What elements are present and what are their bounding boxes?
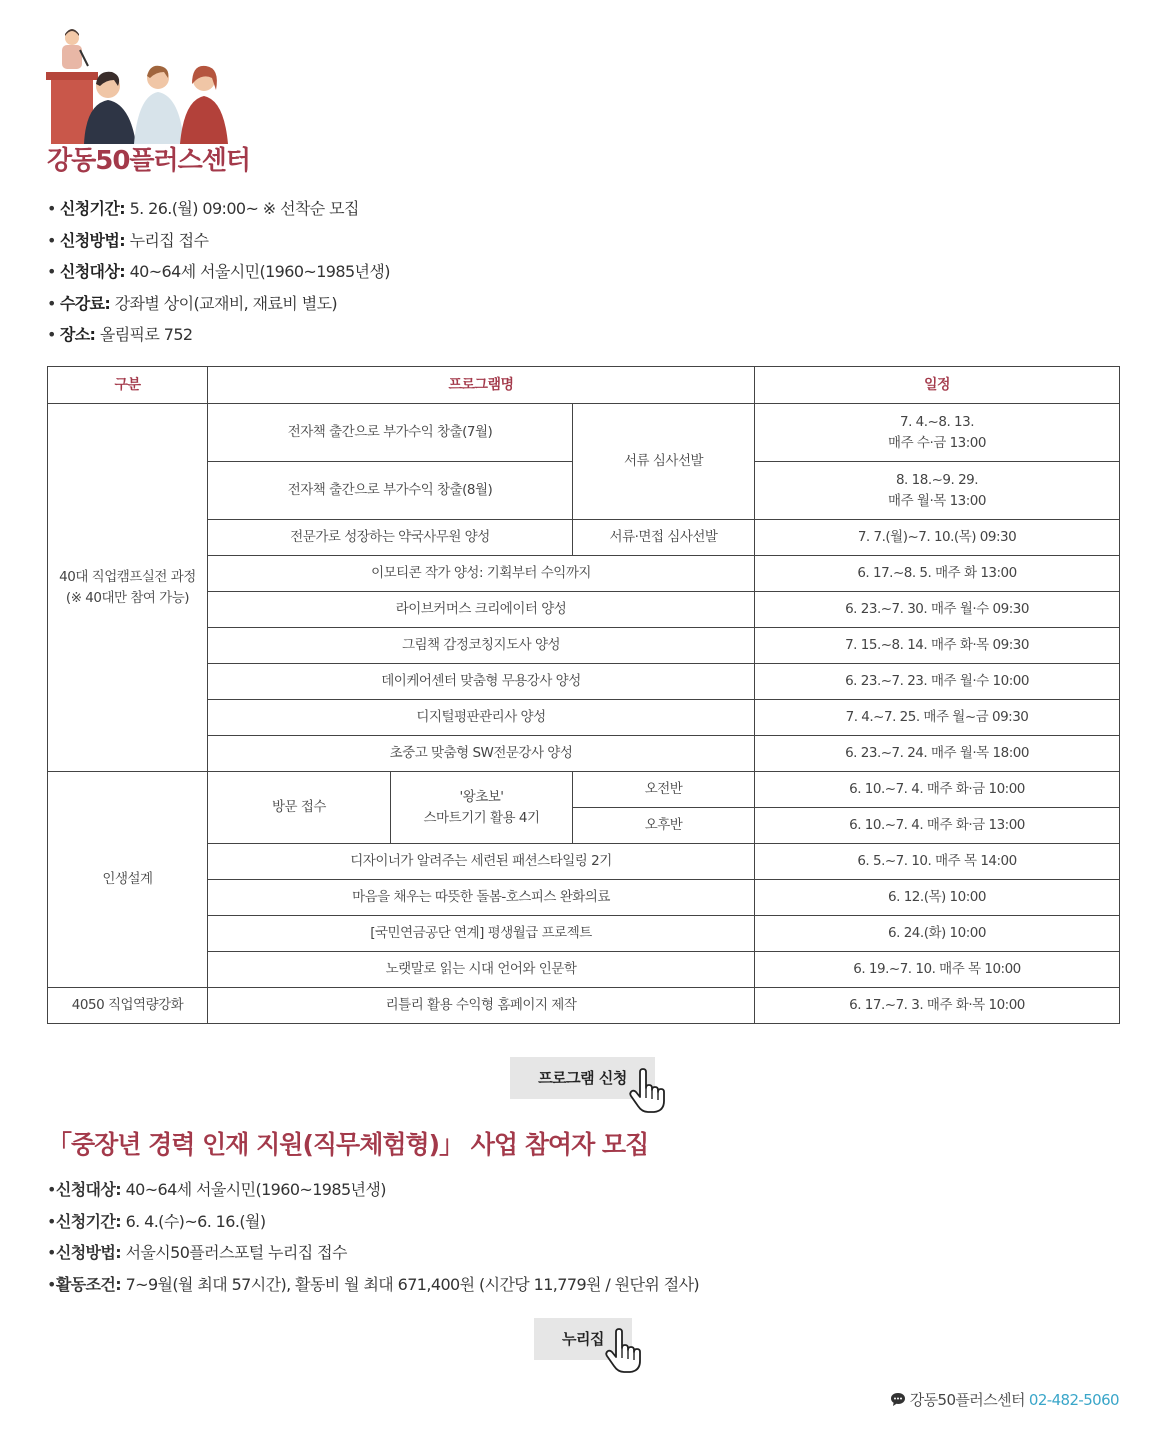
program-cell: 전문가로 성장하는 약국사무원 양성 [208, 520, 573, 556]
table-row [48, 880, 1120, 916]
table-row [48, 664, 1120, 700]
session-cell: 오전반 [573, 772, 755, 808]
info-item: • 신청대상: 40~64세 서울시민(1960~1985년생) [47, 262, 390, 281]
schedule-cell: 6. 23.~7. 24. 매주 월·목 18:00 [755, 736, 1120, 772]
program-apply-button[interactable]: 프로그램 신청 [510, 1057, 655, 1099]
program-cell: 디자이너가 알려주는 세련된 패션스타일링 2기 [208, 844, 755, 880]
visit-cell: 방문 접수 [208, 772, 391, 844]
program-cell: 초중고 맞춤형 SW전문강사 양성 [208, 736, 755, 772]
info-item: • 신청기간: 5. 26.(월) 09:00~ ※ 선착순 모집 [47, 199, 359, 218]
program-cell: 전자책 출간으로 부가수익 창출(7월) [208, 404, 573, 462]
program-cell: 데이케어센터 맞춤형 무용강사 양성 [208, 664, 755, 700]
schedule-cell: 6. 5.~7. 10. 매주 목 14:00 [755, 844, 1120, 880]
table-row [48, 772, 1120, 808]
schedule-cell: 8. 18.~9. 29. 매주 월·목 13:00 [755, 462, 1120, 520]
program-cell: 라이브커머스 크리에이터 양성 [208, 592, 755, 628]
footer-phone[interactable]: 02-482-5060 [1028, 1390, 1119, 1409]
schedule-cell: 7. 7.(월)~7. 10.(목) 09:30 [755, 520, 1120, 556]
category-cell: 4050 직업역량강화 [48, 988, 208, 1024]
schedule-cell: 6. 12.(목) 10:00 [755, 880, 1120, 916]
table-row [48, 952, 1120, 988]
table-row [48, 404, 1120, 462]
schedule-cell: 7. 4.~8. 13. 매주 수·금 13:00 [755, 404, 1120, 462]
table-header-row [48, 367, 1120, 404]
pointer-hand-icon [628, 1068, 668, 1114]
homepage-button[interactable]: 누리집 [534, 1318, 632, 1360]
program-cell: 노랫말로 읽는 시대 언어와 인문학 [208, 952, 755, 988]
seminar-illustration [46, 28, 228, 144]
info-item: • 장소: 올림픽로 752 [47, 325, 193, 344]
schedule-cell: 6. 10.~7. 4. 매주 화·금 10:00 [755, 772, 1120, 808]
schedule-cell: 6. 23.~7. 30. 매주 월·수 09:30 [755, 592, 1120, 628]
program-cell: 이모티콘 작가 양성: 기획부터 수익까지 [208, 556, 755, 592]
schedule-cell: 6. 10.~7. 4. 매주 화·금 13:00 [755, 808, 1120, 844]
program-cell: [국민연금공단 연계] 평생월급 프로젝트 [208, 916, 755, 952]
program-cell: 전자책 출간으로 부가수익 창출(8월) [208, 462, 573, 520]
schedule-cell: 6. 19.~7. 10. 매주 목 10:00 [755, 952, 1120, 988]
table-row [48, 520, 1120, 556]
info-item: •신청방법: 서울시50플러스포털 누리집 접수 [47, 1243, 347, 1262]
program-cell: 디지털평판관리사 양성 [208, 700, 755, 736]
footer-org: 강동50플러스센터 [909, 1391, 1025, 1409]
info-item: • 수강료: 강좌별 상이(교재비, 재료비 별도) [47, 293, 338, 313]
center-info-list [47, 193, 390, 351]
table-row [48, 988, 1120, 1024]
info-item: •신청대상: 40~64세 서울시민(1960~1985년생) [47, 1180, 386, 1199]
program-cell: 마음을 채우는 따뜻한 돌봄-호스피스 완화의료 [208, 880, 755, 916]
program-cell: '왕초보' 스마트기기 활용 4기 [391, 772, 573, 844]
selection-cell: 서류 심사선발 [573, 404, 755, 520]
pointer-hand-icon [604, 1328, 644, 1374]
header-program: 프로그램명 [208, 367, 755, 404]
recruitment-title: 「중장년 경력 인재 지원(직무체험형)」 사업 참여자 모집 [47, 1130, 649, 1159]
table-row [48, 736, 1120, 772]
header-category: 구분 [48, 367, 208, 404]
selection-cell: 서류·면접 심사선발 [573, 520, 755, 556]
schedule-cell: 6. 24.(화) 10:00 [755, 916, 1120, 952]
category-cell: 인생설계 [48, 772, 208, 988]
center-title: 강동50플러스센터 [47, 146, 250, 176]
category-cell: 40대 직업캠프실전 과정 (※ 40대만 참여 가능) [48, 404, 208, 772]
schedule-cell: 6. 23.~7. 23. 매주 월·수 10:00 [755, 664, 1120, 700]
schedule-cell: 7. 15.~8. 14. 매주 화·목 09:30 [755, 628, 1120, 664]
schedule-cell: 6. 17.~8. 5. 매주 화 13:00 [755, 556, 1120, 592]
info-item: •활동조건: 7~9월(월 최대 57시간), 활동비 월 최대 671,400원 (시간당 11,779원 / 원단위 절사) [47, 1274, 700, 1294]
schedule-cell: 6. 17.~7. 3. 매주 화·목 10:00 [755, 988, 1120, 1024]
table-row [48, 592, 1120, 628]
program-cell: 리틀리 활용 수익형 홈페이지 제작 [208, 988, 755, 1024]
table-row [48, 628, 1120, 664]
program-cell: 그림책 감정코칭지도사 양성 [208, 628, 755, 664]
recruitment-info-list [47, 1174, 699, 1300]
table-row [48, 700, 1120, 736]
chat-bubble-icon [890, 1392, 906, 1407]
info-item: • 신청방법: 누리집 접수 [47, 230, 209, 250]
table-row [48, 916, 1120, 952]
contact-footer [890, 1389, 1119, 1410]
table-row [48, 556, 1120, 592]
table-row [48, 844, 1120, 880]
info-item: •신청기간: 6. 4.(수)~6. 16.(월) [47, 1211, 266, 1231]
program-table [47, 366, 1120, 1024]
session-cell: 오후반 [573, 808, 755, 844]
schedule-cell: 7. 4.~7. 25. 매주 월~금 09:30 [755, 700, 1120, 736]
header-schedule: 일정 [755, 367, 1120, 404]
